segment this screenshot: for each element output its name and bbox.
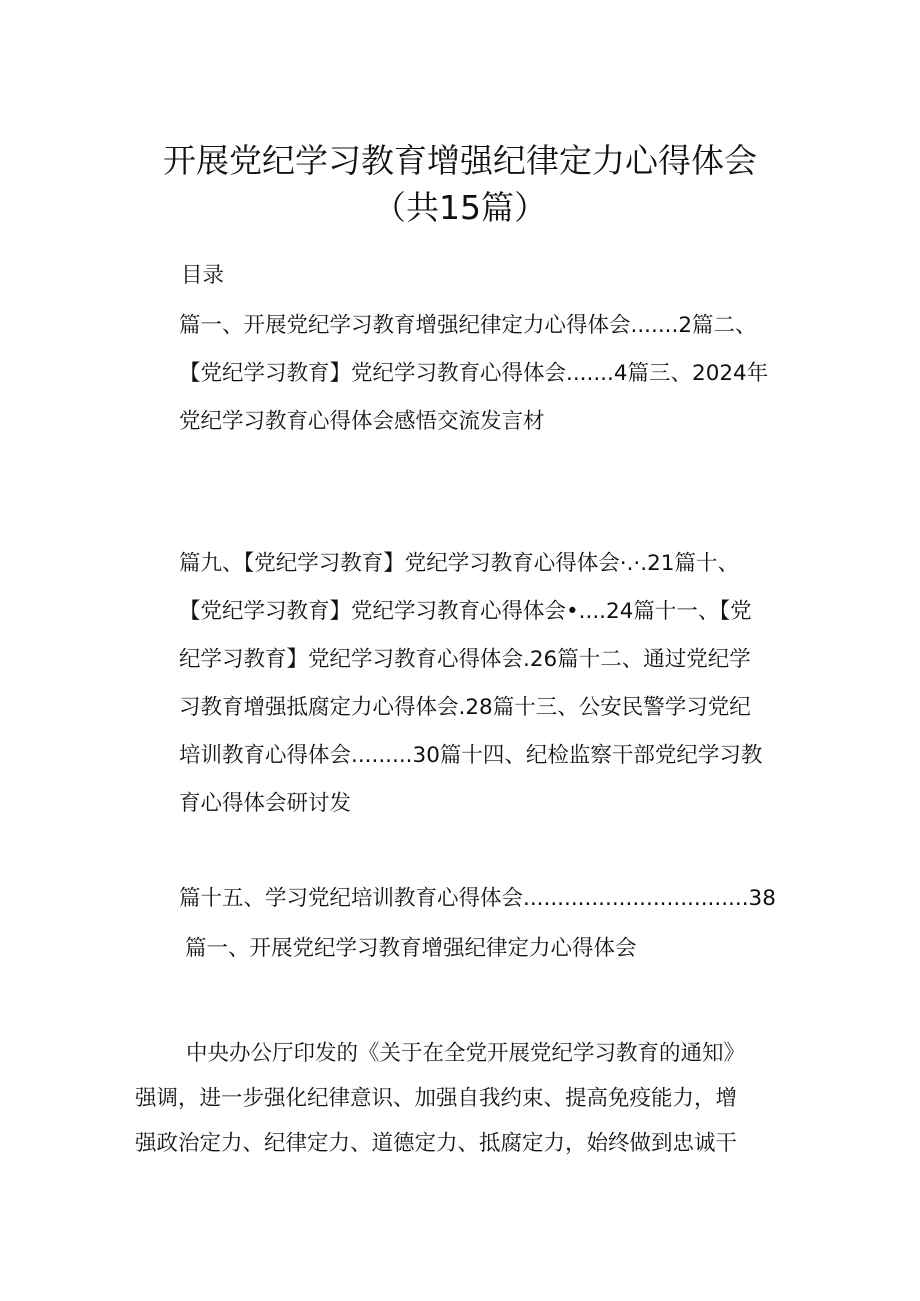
toc-label: 目录 (181, 263, 225, 288)
toc-line: 习教育增强抵腐定力心得体会.28篇十三、公安民警学习党纪 (179, 695, 751, 720)
toc-line: 育心得体会研讨发 (179, 791, 352, 816)
toc-line: 【党纪学习教育】党纪学习教育心得体会•....24篇十一、【党 (179, 599, 752, 624)
section-heading: 篇一、开展党纪学习教育增强纪律定力心得体会 (185, 936, 637, 961)
toc-line: 篇十五、学习党纪培训教育心得体会.................................38 (179, 886, 776, 911)
document-title: 开展党纪学习教育增强纪律定力心得体会 (163, 141, 757, 180)
body-line: 强调，进一步强化纪律意识、加强自我约束、提高免疫能力，增 (135, 1086, 738, 1111)
toc-line: 【党纪学习教育】党纪学习教育心得体会.......4篇三、2024年 (179, 361, 769, 386)
body-line: 强政治定力、纪律定力、道德定力、抵腐定力，始终做到忠诚干 (135, 1131, 738, 1156)
body-line: 中央办公厅印发的《关于在全党开展党纪学习教育的通知》 (186, 1041, 746, 1066)
toc-line: 培训教育心得体会.........30篇十四、纪检监察干部党纪学习教 (179, 743, 763, 768)
toc-line: 纪学习教育】党纪学习教育心得体会.26篇十二、通过党纪学 (179, 647, 751, 672)
toc-line: 篇九、【党纪学习教育】党纪学习教育心得体会·.·.21篇十、 (179, 551, 739, 576)
document-subtitle: （共15篇） (373, 188, 547, 227)
toc-line: 党纪学习教育心得体会感悟交流发言材 (179, 409, 545, 434)
toc-line: 篇一、开展党纪学习教育增强纪律定力心得体会.......2篇二、 (179, 313, 757, 338)
